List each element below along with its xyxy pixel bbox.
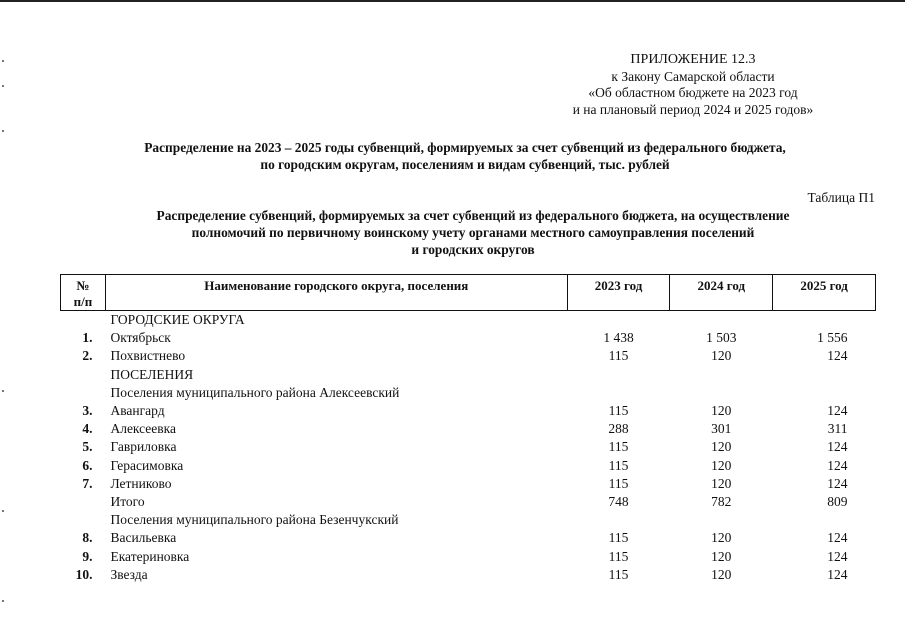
row-name: Авангард: [110, 403, 165, 419]
table-title-line-2: полномочий по первичному воинскому учету органами местного самоуправления поселений: [191, 225, 755, 240]
row-name: Итого: [110, 494, 145, 510]
value-2023: 115: [608, 548, 629, 564]
appendix-line-2: «Об областном бюджете на 2023 год: [588, 85, 798, 100]
table-title: [60, 207, 886, 258]
value-2024: 301: [711, 421, 732, 437]
value-2025: 311: [827, 421, 848, 437]
appendix-line-3: и на плановый период 2024 и 2025 годов»: [572, 101, 814, 117]
header-num: [61, 275, 106, 311]
value-2023: 115: [608, 457, 629, 473]
document-title-line-2: по городским округам, поселениям и видам субвенций, тыс. рублей: [260, 157, 670, 172]
table-row: [61, 548, 876, 566]
table-row: [61, 475, 876, 493]
row-name: Екатериновка: [110, 548, 190, 564]
value-2025: 809: [827, 494, 848, 510]
appendix-line-1: к Закону Самарской области: [611, 68, 775, 84]
table-row: [61, 329, 876, 347]
header-2025: 2025 год: [773, 275, 876, 311]
table-id: Таблица П1: [807, 190, 875, 205]
value-2023: 748: [608, 494, 629, 510]
value-2025: [773, 311, 876, 330]
value-2025: 124: [827, 475, 848, 491]
table-row: [61, 347, 876, 365]
header-num-line-1: №: [76, 278, 90, 293]
value-2024: 120: [711, 530, 732, 546]
table-row: [61, 457, 876, 475]
value-2024: 120: [711, 457, 732, 473]
value-2025: 124: [827, 457, 848, 473]
value-2025: 124: [827, 530, 848, 546]
header-2024: 2024 год: [670, 275, 773, 311]
table-body: [61, 311, 876, 585]
value-2025: 124: [827, 548, 848, 564]
appendix-header: [533, 52, 853, 118]
row-number: [61, 384, 106, 402]
document-title-line-1: Распределение на 2023 – 2025 годы субвенций, формируемых за счет субвенций из федерального бюджета,: [144, 140, 786, 155]
row-number: 5.: [82, 439, 93, 455]
value-2023: 115: [608, 566, 629, 582]
row-name: Поселения муниципального района Безенчукский: [110, 512, 399, 528]
row-name: Поселения муниципального района Алексеевский: [110, 384, 400, 400]
row-name: Гавриловка: [110, 439, 177, 455]
row-number: 1.: [82, 330, 93, 346]
value-2024: [670, 311, 773, 330]
table-row: [61, 402, 876, 420]
row-name: Герасимовка: [110, 457, 184, 473]
table-row: [61, 420, 876, 438]
row-name: Летниково: [110, 475, 172, 491]
row-number: 2.: [82, 348, 93, 364]
value-2023: [567, 311, 670, 330]
value-2024: 120: [711, 348, 732, 364]
table-row: [61, 384, 876, 402]
document-title: [60, 139, 870, 173]
row-number: [61, 511, 106, 529]
value-2023: 115: [608, 530, 629, 546]
value-2024: 120: [711, 548, 732, 564]
row-number: [61, 311, 106, 330]
table-title-line-1: Распределение субвенций, формируемых за счет субвенций из федерального бюджета, на осуществление: [156, 208, 790, 223]
table-row: [61, 311, 876, 330]
row-number: [61, 366, 106, 384]
row-number: 4.: [82, 421, 93, 437]
subsidy-table: [60, 274, 876, 584]
value-2023: 115: [608, 348, 629, 364]
value-2023: 1 438: [603, 330, 634, 346]
table-row: [61, 493, 876, 511]
value-2024: [670, 511, 773, 529]
value-2023: [567, 366, 670, 384]
value-2023: 288: [608, 421, 629, 437]
value-2024: 1 503: [706, 330, 737, 346]
table-row: [61, 566, 876, 584]
page-top-border: [0, 0, 905, 2]
value-2023: [567, 511, 670, 529]
row-number: 7.: [82, 475, 93, 491]
row-name: ГОРОДСКИЕ ОКРУГА: [110, 312, 245, 327]
value-2023: [567, 384, 670, 402]
scan-margin-marks: [2, 40, 8, 620]
table-row: [61, 511, 876, 529]
value-2024: [670, 384, 773, 402]
value-2025: [773, 511, 876, 529]
table-row: [61, 529, 876, 547]
row-number: 3.: [82, 403, 93, 419]
value-2023: 115: [608, 439, 629, 455]
value-2023: 115: [608, 475, 629, 491]
value-2025: [773, 384, 876, 402]
value-2024: 120: [711, 566, 732, 582]
row-number: 9.: [82, 548, 93, 564]
table-title-line-3: и городских округов: [411, 242, 535, 257]
appendix-title: ПРИЛОЖЕНИЕ 12.3: [630, 52, 756, 67]
row-name: ПОСЕЛЕНИЯ: [110, 366, 194, 382]
value-2024: 120: [711, 475, 732, 491]
table-row: [61, 438, 876, 456]
value-2025: [773, 366, 876, 384]
value-2025: 124: [827, 403, 848, 419]
header-num-line-2: п/п: [73, 294, 93, 309]
row-name: Октябрьск: [110, 330, 171, 346]
value-2025: 124: [827, 348, 848, 364]
header-name: Наименование городского округа, поселения: [105, 275, 567, 311]
value-2024: 120: [711, 403, 732, 419]
row-name: Похвистнево: [110, 348, 186, 364]
header-2023: 2023 год: [567, 275, 670, 311]
row-number: [61, 493, 106, 511]
row-number: 8.: [82, 530, 93, 546]
row-name: Алексеевка: [110, 421, 177, 437]
row-number: 10.: [75, 566, 93, 582]
value-2024: [670, 366, 773, 384]
value-2025: 124: [827, 439, 848, 455]
value-2023: 115: [608, 403, 629, 419]
value-2025: 1 556: [817, 330, 848, 346]
table-header-row: [61, 275, 876, 311]
value-2024: 120: [711, 439, 732, 455]
row-number: 6.: [82, 457, 93, 473]
table-row: [61, 366, 876, 384]
value-2024: 782: [711, 494, 732, 510]
row-name: Звезда: [110, 566, 148, 582]
value-2025: 124: [827, 566, 848, 582]
row-name: Васильевка: [110, 530, 177, 546]
